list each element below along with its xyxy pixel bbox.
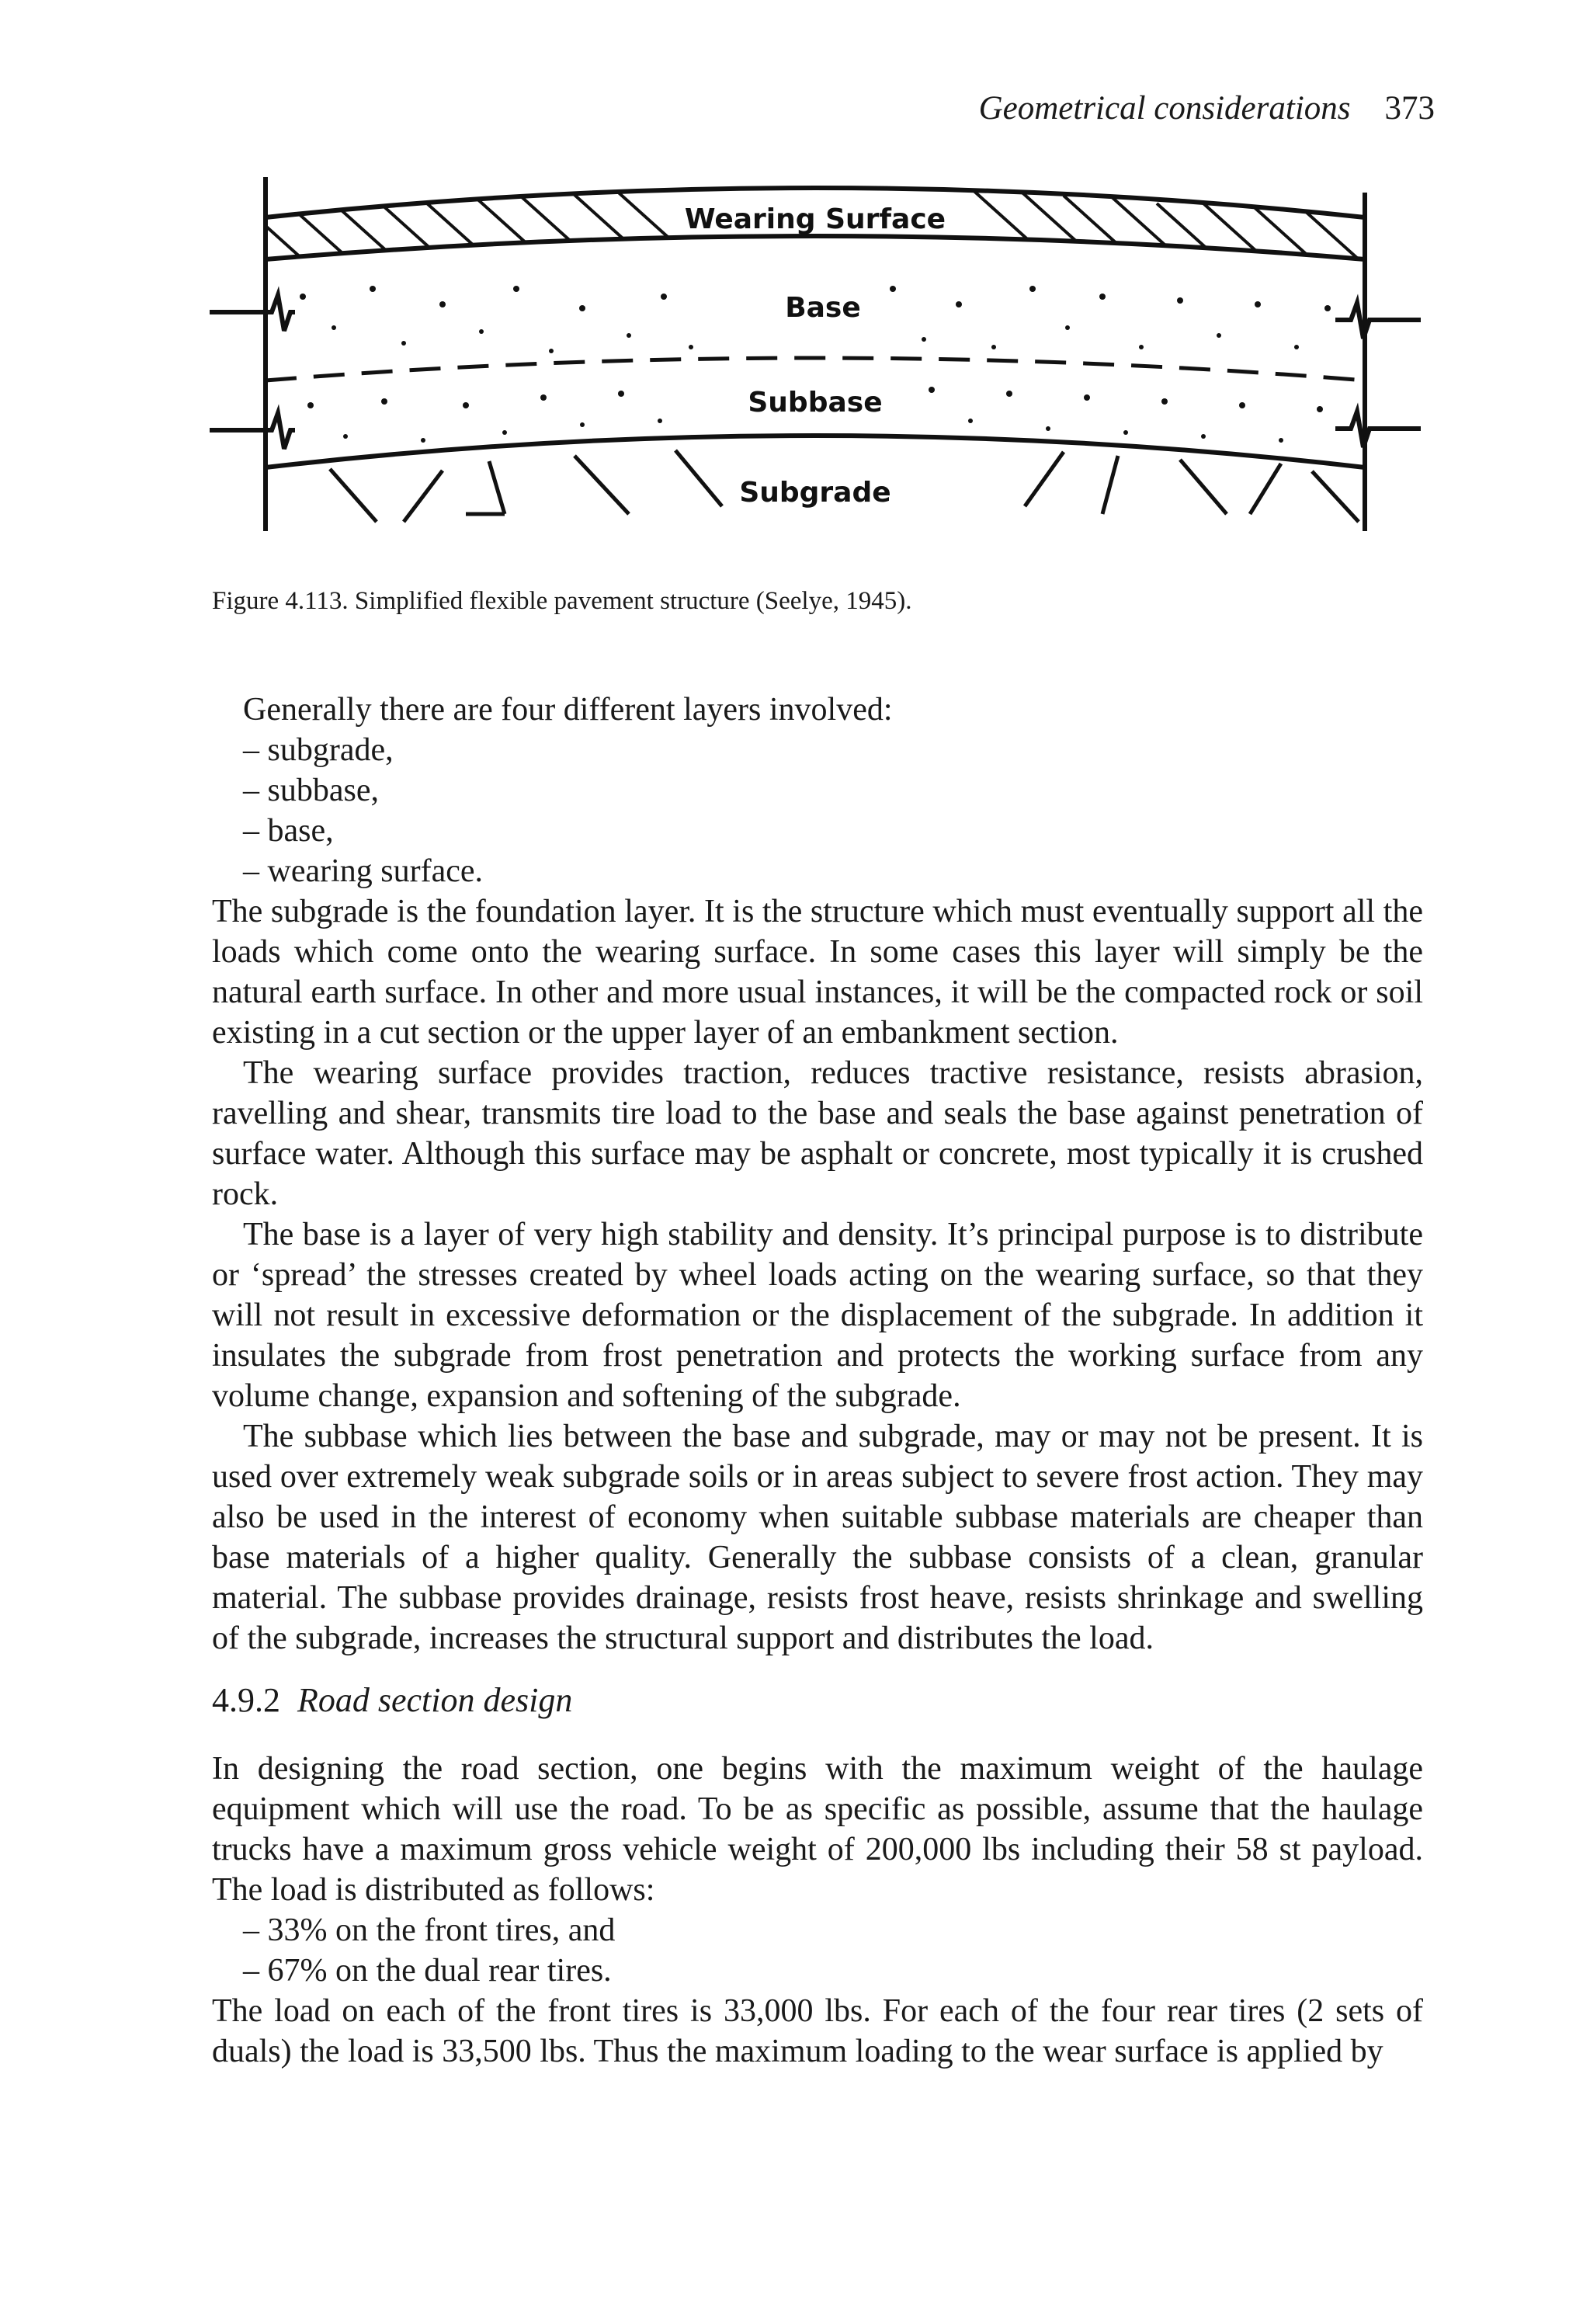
figure-caption: Figure 4.113. Simplified flexible pavement structure (Seelye, 1945). [212, 587, 912, 615]
base-paragraph: The base is a layer of very high stability and density. It’s principal purpose is to distribute or ‘spread’ the stresses created by wheel loads acting on the wearing surface, so that they will not result in excessive deformation or the displacement of the subgrade. In addition it insulates the subgrade from frost penetration and protects the working surface from any volume change, expansion and softening of the subgrade. [212, 1217, 1423, 1414]
list-item: – wearing surface. [243, 853, 484, 889]
road-design-paragraph: In designing the road section, one begins with the maximum weight of the haulage equipment which will use the road. To be as specific as possible, assume that the haulage trucks have a maximum gross vehicle weight of 200,000 lbs including their 58 st payload. The load is distributed as follows: [212, 1751, 1423, 1908]
list-item: – subgrade, [243, 732, 394, 768]
list-item: – subbase, [243, 773, 379, 808]
list-item: – 33% on the front tires, and [243, 1912, 616, 1948]
subbase-paragraph: The subbase which lies between the base and subgrade, may or may not be present. It is used over extremely weak subgrade soils or in areas subject to severe frost action. They may also be used in the interest of economy when suitable subbase materials are cheaper than base materials of a higher quality. Generally the subbase consists of a clean, granular material. The subbase provides drainage, resists frost heave, resists shrinkage and swelling of the subgrade, increases the structural support and distributes the load. [212, 1419, 1423, 1656]
left-break-upper [210, 295, 295, 331]
surface-bottom-line [266, 236, 1365, 259]
intro-paragraph: Generally there are four different layers involved: [243, 692, 893, 728]
section-number: 4.9.2 [212, 1681, 280, 1719]
wearing-surface-label: Wearing Surface [684, 203, 946, 235]
right-break-upper [1335, 303, 1421, 339]
pavement-figure [210, 172, 1421, 537]
subgrade-line [266, 436, 1365, 467]
page-number: 373 [1384, 90, 1435, 127]
body-block-2 [212, 1749, 1423, 2072]
body-block-1 [212, 690, 1423, 1659]
pavement-diagram [210, 172, 1421, 537]
base-subbase-divider [266, 358, 1365, 380]
left-break-lower [210, 413, 295, 449]
subgrade-label: Subgrade [739, 477, 891, 509]
section-heading [212, 1683, 572, 1718]
list-item: – 67% on the dual rear tires. [243, 1953, 612, 1989]
running-title: Geometrical considerations [978, 90, 1351, 127]
tire-load-paragraph: The load on each of the front tires is 33,000 lbs. For each of the four rear tires (2 sets of duals) the load is 33,500 lbs. Thus the maximum loading to the wear surface is applied by [212, 1993, 1423, 2069]
base-label: Base [785, 292, 861, 324]
right-break-lower [1335, 412, 1421, 447]
subgrade-paragraph: The subgrade is the foundation layer. It is the structure which must eventually support all the loads which come onto the wearing surface. In some cases this layer will simply be the natural earth surface. In other and more usual instances, it will be the compacted rock or soil existing in a cut section or the upper layer of an embankment section. [212, 894, 1423, 1051]
subbase-label: Subbase [748, 387, 883, 419]
list-item: – base, [243, 813, 334, 849]
running-header [979, 92, 1435, 125]
wearing-surface-paragraph: The wearing surface provides traction, reduces tractive resistance, resists abrasion, ravelling and shear, transmits tire load to the base and seals the base against penetration of surface water. Although this surface may be asphalt or concrete, most typically it is crushed rock. [212, 1055, 1423, 1212]
section-title: Road section design [297, 1681, 573, 1719]
